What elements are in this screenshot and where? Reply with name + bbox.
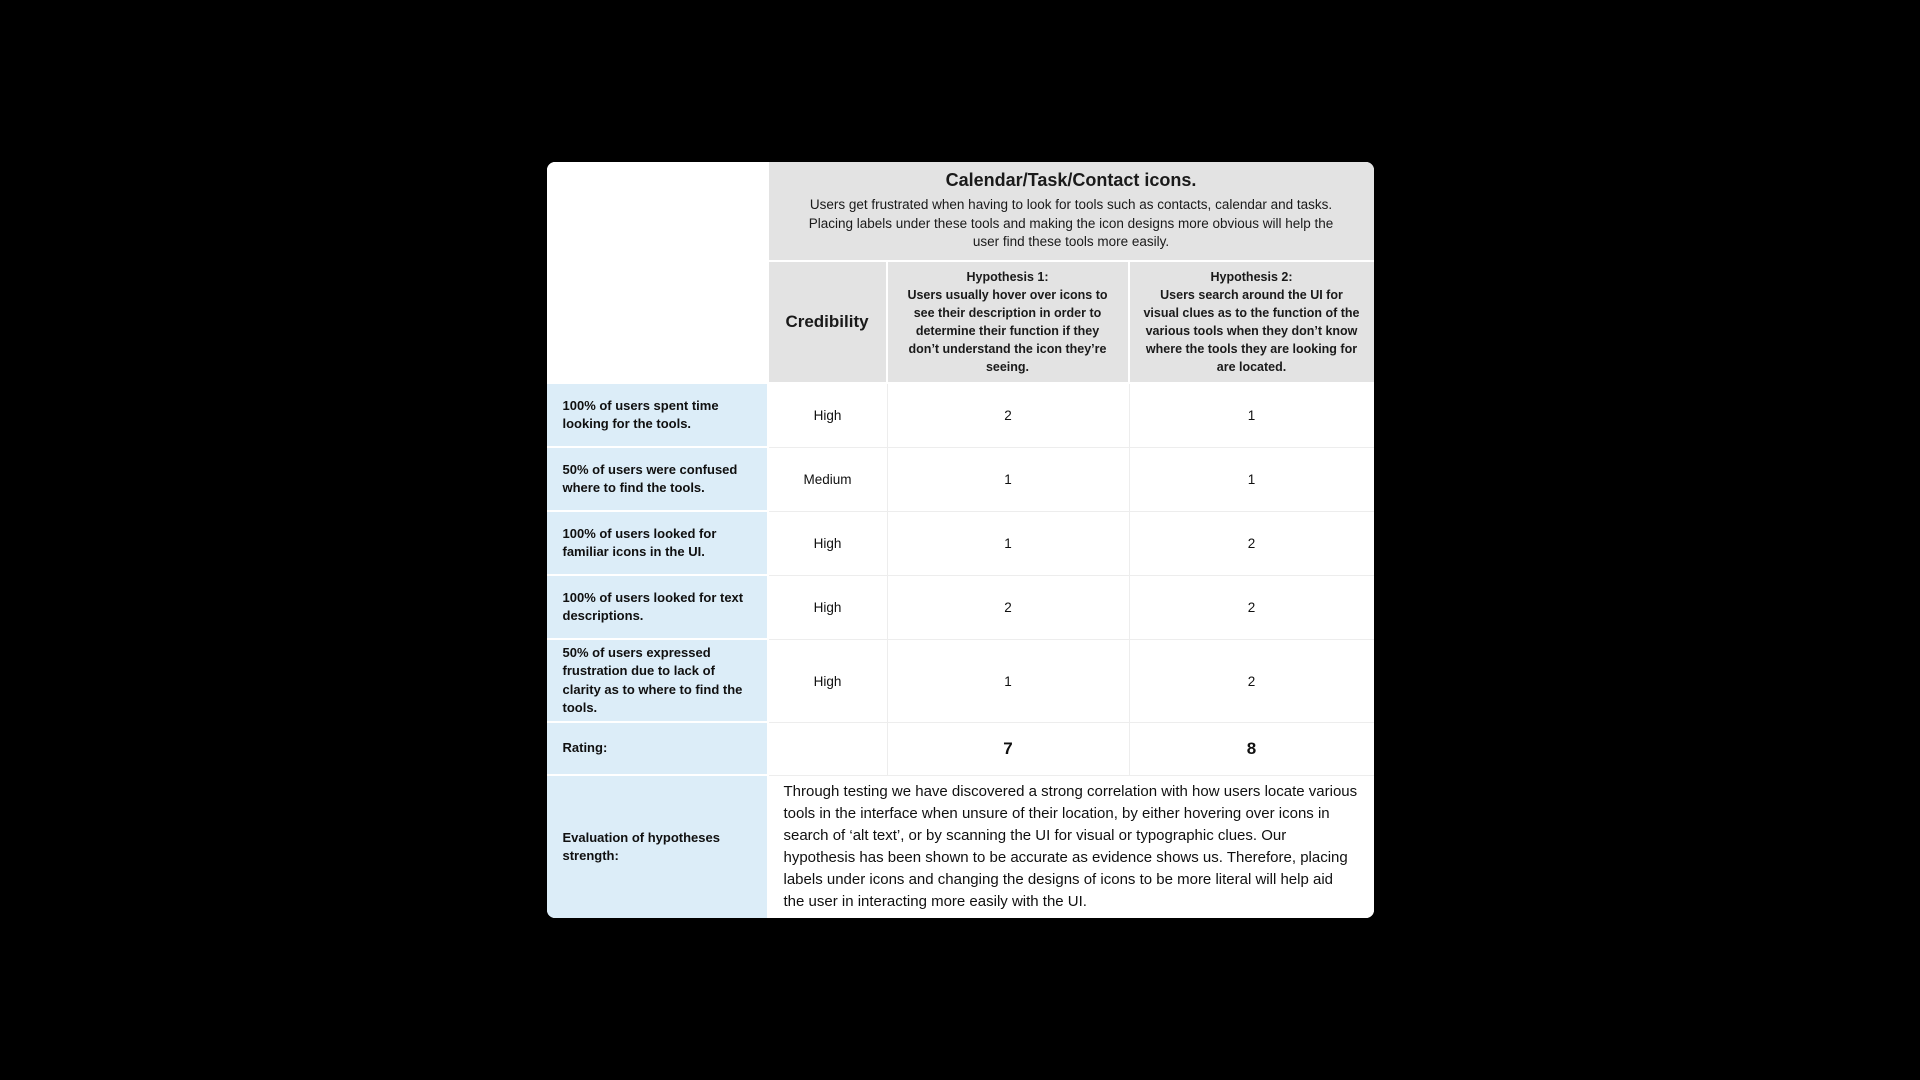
hypothesis2-score: 1 [1130, 384, 1374, 448]
credibility-value: Medium [769, 448, 888, 512]
rating-label: Rating: [547, 723, 769, 776]
hypothesis2-score: 1 [1130, 448, 1374, 512]
criterion-label: 100% of users spent time looking for the tools. [547, 384, 769, 448]
credibility-value: High [769, 512, 888, 576]
hypothesis2-title: Hypothesis 2: [1210, 269, 1293, 284]
criterion-label: 100% of users looked for text descriptions. [547, 576, 769, 640]
hypothesis1-score: 2 [888, 384, 1130, 448]
hypothesis1-rating: 7 [888, 723, 1130, 776]
hypothesis1-score: 1 [888, 512, 1130, 576]
criterion-label: 50% of users expressed frustration due to lack of clarity as to where to find the tools. [547, 640, 769, 723]
table-header [769, 162, 1374, 262]
credibility-header-label: Credibility [785, 312, 869, 331]
hypothesis1-score: 1 [888, 448, 1130, 512]
hypothesis2-score: 2 [1130, 512, 1374, 576]
evaluation-label: Evaluation of hypotheses strength: [547, 776, 769, 918]
corner-empty-cell [547, 162, 769, 384]
table-description: Users get frustrated when having to look for tools such as contacts, calendar and tasks. Placing labels under these tools and making the icon designs more obvious will help the user find these tools more easily. [808, 196, 1334, 250]
column-header-hypothesis2 [1130, 262, 1374, 384]
criterion-label: 100% of users looked for familiar icons in the UI. [547, 512, 769, 576]
hypothesis-evaluation-table [547, 162, 1374, 918]
hypothesis1-score: 1 [888, 640, 1130, 723]
hypothesis1-score: 2 [888, 576, 1130, 640]
evaluation-text: Through testing we have discovered a strong correlation with how users locate various tools in the interface when unsure of their location, by either hovering over icons in search of ‘alt text’, or by scanning the UI for visual or typographic clues. Our hypothesis has been shown to be accurate as evidence shows us. Therefore, placing labels under icons and changing the designs of icons to be more literal will help aid the user in interacting more easily with the UI. [769, 776, 1374, 918]
rating-credibility-empty [769, 723, 888, 776]
hypothesis2-text: Users search around the UI for visual clues as to the function of the various tools when they don’t know where the tools they are looking for are located. [1143, 287, 1360, 375]
credibility-value: High [769, 640, 888, 723]
hypothesis2-rating: 8 [1130, 723, 1374, 776]
hypothesis2-score: 2 [1130, 576, 1374, 640]
criterion-label: 50% of users were confused where to find the tools. [547, 448, 769, 512]
table-title: Calendar/Task/Contact icons. [945, 169, 1197, 190]
column-header-credibility [769, 262, 888, 384]
credibility-value: High [769, 384, 888, 448]
hypothesis1-title: Hypothesis 1: [966, 269, 1049, 284]
credibility-value: High [769, 576, 888, 640]
hypothesis2-score: 2 [1130, 640, 1374, 723]
column-header-hypothesis1 [888, 262, 1130, 384]
hypothesis1-text: Users usually hover over icons to see their description in order to determine their function if they don’t understand the icon they’re seeing. [907, 287, 1108, 375]
